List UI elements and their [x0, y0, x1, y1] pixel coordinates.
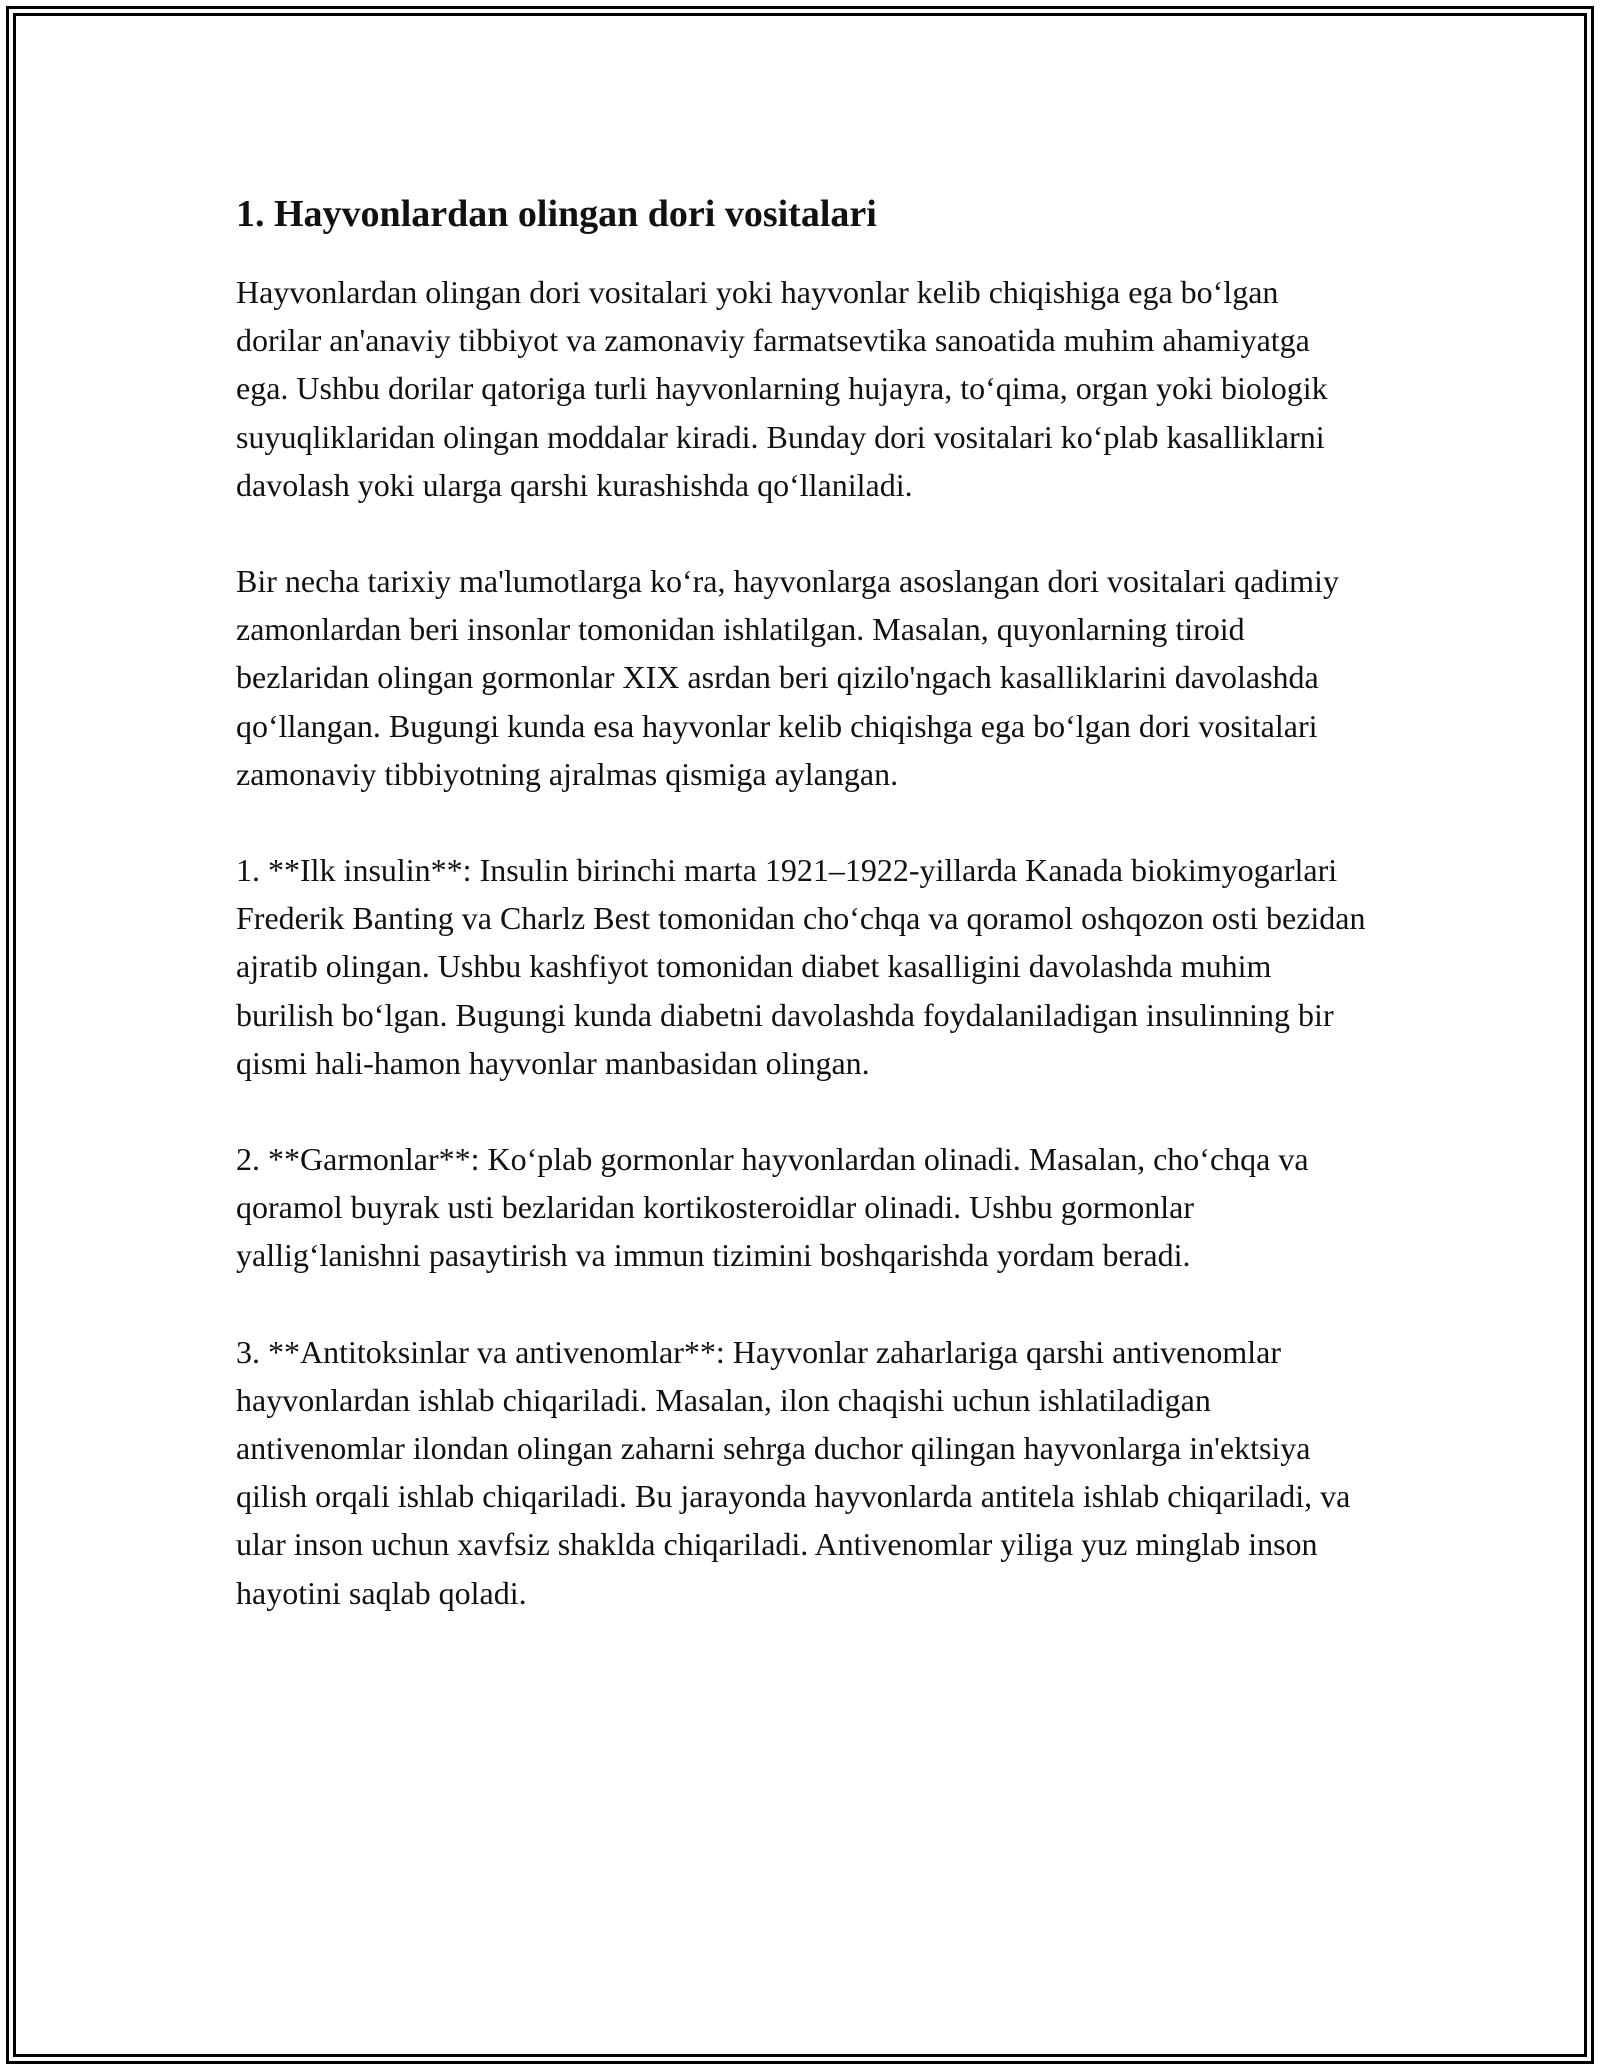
paragraph-history: Bir necha tarixiy ma'lumotlarga ko‘ra, hayvonlarga asoslangan dori vositalari qadimiy zamonlardan beri insonlar tomonidan ishlatilgan. Masalan, quyonlarning tiroid bezlaridan olingan gormonlar XIX asrdan beri qizilo'ngach kasalliklarini davolashda qo‘llangan. Bugungi kunda esa hayvonlar kelib chiqishga ega bo‘lgan dori vositalari zamonaviy tibbiyotning ajralmas qismiga aylangan. — [236, 563, 1339, 792]
document-title: 1. Hayvonlardan olingan dori vositalari — [236, 193, 877, 235]
document-body — [236, 186, 1366, 1665]
paragraph-insulin: 1. **Ilk insulin**: Insulin birinchi marta 1921–1922-yillarda Kanada biokimyogarlari Frederik Banting va Charlz Best tomonidan cho‘chqa va qoramol oshqozon osti bezidan ajratib olingan. Ushbu kashfiyot tomonidan diabet kasalligini davolashda muhim burilish bo‘lgan. Bugungi kunda diabetni davolashda foydalaniladigan insulinning bir qismi hali-hamon hayvonlar manbasidan olingan. — [236, 852, 1366, 1081]
paragraph-hormones: 2. **Garmonlar**: Ko‘plab gormonlar hayvonlardan olinadi. Masalan, cho‘chqa va qoramol buyrak usti bezlaridan kortikosteroidlar olinadi. Ushbu gormonlar yallig‘lanishni pasaytirish va immun tizimini boshqarishda yordam beradi. — [236, 1141, 1309, 1274]
paragraph-antivenoms: 3. **Antitoksinlar va antivenomlar**: Hayvonlar zaharlariga qarshi antivenomlar hayvonlardan ishlab chiqariladi. Masalan, ilon chaqishi uchun ishlatiladigan antivenomlar ilondan olingan zaharni sehrga duchor qilingan hayvonlarga in'ektsiya qilish orqali ishlab chiqariladi. Bu jarayonda hayvonlarda antitela ishlab chiqariladi, va ular inson uchun xavfsiz shaklda chiqariladi. Antivenomlar yiliga yuz minglab inson hayotini saqlab qoladi. — [236, 1333, 1351, 1611]
paragraph-intro: Hayvonlardan olingan dori vositalari yoki hayvonlar kelib chiqishiga ega bo‘lgan dorilar an'anaviy tibbiyot va zamonaviy farmatsevtika sanoatida muhim ahamiyatga ega. Ushbu dorilar qatoriga turli hayvonlarning hujayra, to‘qima, organ yoki biologik suyuqliklaridan olingan moddalar kiradi. Bunday dori vositalari ko‘plab kasalliklarni davolash yoki ularga qarshi kurashishda qo‘llaniladi. — [236, 274, 1328, 503]
